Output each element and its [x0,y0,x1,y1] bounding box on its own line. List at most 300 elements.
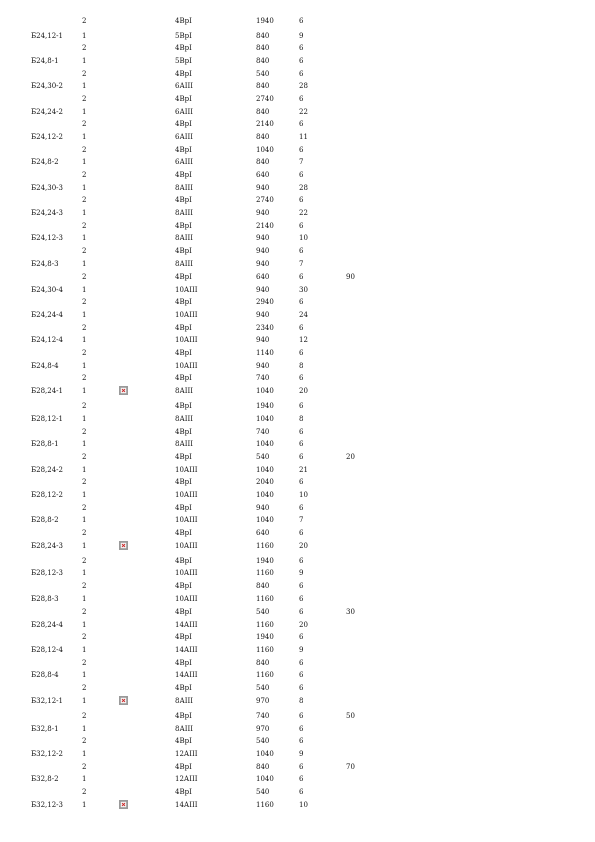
row-rebar-class: 4ВрI [175,349,192,357]
row-length: 540 [256,684,270,692]
table-row [0,710,595,722]
row-quantity: 6 [299,633,304,641]
row-quantity: 20 [299,621,308,629]
row-position: 2 [82,146,87,154]
row-quantity: 6 [299,737,304,745]
row-position: 2 [82,788,87,796]
table-row [0,451,595,463]
row-length: 940 [256,362,270,370]
table-row [0,761,595,773]
row-mark: Б32,8-1 [31,725,59,733]
row-mark: Б24,12-3 [31,234,64,242]
row-mark: Б32,12-1 [31,697,64,705]
row-position: 1 [82,311,87,319]
row-position: 1 [82,133,87,141]
row-length: 1040 [256,415,274,423]
row-length: 1140 [256,349,274,357]
row-length: 640 [256,529,270,537]
row-length: 2140 [256,120,274,128]
row-extra-value: 70 [346,763,355,771]
row-length: 840 [256,82,270,90]
table-row [0,207,595,219]
row-quantity: 6 [299,70,304,78]
row-quantity: 10 [299,491,308,499]
row-length: 1160 [256,801,274,809]
table-row [0,93,595,105]
row-length: 1940 [256,633,274,641]
row-position: 2 [82,298,87,306]
row-rebar-class: 4ВрI [175,95,192,103]
row-rebar-class: 8АIII [175,260,194,268]
row-position: 1 [82,234,87,242]
table-row [0,194,595,206]
row-quantity: 6 [299,440,304,448]
row-rebar-class: 4ВрI [175,763,192,771]
row-rebar-class: 8АIII [175,184,194,192]
row-quantity: 10 [299,801,308,809]
row-rebar-class: 4ВрI [175,478,192,486]
row-rebar-class: 8АIII [175,697,194,705]
row-position: 1 [82,184,87,192]
row-position: 1 [82,32,87,40]
row-extra-value: 30 [346,608,355,616]
row-length: 1040 [256,491,274,499]
row-quantity: 6 [299,196,304,204]
row-rebar-class: 4ВрI [175,557,192,565]
row-quantity: 8 [299,415,304,423]
row-position: 1 [82,725,87,733]
row-length: 640 [256,171,270,179]
table-row [0,567,595,579]
row-quantity: 6 [299,428,304,436]
table-row [0,322,595,334]
row-mark: Б24,12-1 [31,32,64,40]
row-length: 940 [256,504,270,512]
row-quantity: 6 [299,684,304,692]
row-quantity: 7 [299,158,304,166]
row-position: 1 [82,260,87,268]
table-row [0,284,595,296]
row-rebar-class: 10АIII [175,491,198,499]
table-row [0,682,595,694]
table-row [0,527,595,539]
row-rebar-class: 4ВрI [175,298,192,306]
row-rebar-class: 4ВрI [175,608,192,616]
table-row [0,271,595,283]
row-position: 1 [82,209,87,217]
row-rebar-class: 4ВрI [175,453,192,461]
row-quantity: 9 [299,646,304,654]
row-rebar-class: 4ВрI [175,324,192,332]
row-quantity: 6 [299,273,304,281]
row-quantity: 6 [299,595,304,603]
row-rebar-class: 6АIII [175,108,194,116]
row-quantity: 6 [299,763,304,771]
row-mark: Б28,8-2 [31,516,59,524]
row-quantity: 6 [299,44,304,52]
row-position: 1 [82,646,87,654]
row-position: 2 [82,222,87,230]
table-row [0,309,595,321]
row-position: 2 [82,582,87,590]
row-length: 1940 [256,402,274,410]
row-position: 1 [82,108,87,116]
row-length: 1160 [256,646,274,654]
row-length: 540 [256,70,270,78]
row-mark: Б24,8-1 [31,57,59,65]
row-quantity: 7 [299,516,304,524]
row-quantity: 22 [299,108,308,116]
row-rebar-class: 4ВрI [175,374,192,382]
row-position: 2 [82,659,87,667]
table-row [0,735,595,747]
row-mark: Б32,8-2 [31,775,59,783]
row-position: 2 [82,557,87,565]
row-length: 940 [256,234,270,242]
table-row [0,106,595,118]
row-position: 1 [82,491,87,499]
row-rebar-class: 4ВрI [175,196,192,204]
row-rebar-class: 10АIII [175,542,198,550]
row-rebar-class: 14АIII [175,621,198,629]
row-extra-value: 90 [346,273,355,281]
table-row [0,169,595,181]
table-row [0,360,595,372]
row-position: 2 [82,95,87,103]
table-row [0,55,595,67]
row-quantity: 6 [299,298,304,306]
row-length: 840 [256,659,270,667]
row-mark: Б28,8-1 [31,440,59,448]
row-length: 2740 [256,196,274,204]
row-length: 940 [256,311,270,319]
row-length: 540 [256,453,270,461]
row-quantity: 28 [299,82,308,90]
row-rebar-class: 4ВрI [175,582,192,590]
row-rebar-class: 4ВрI [175,659,192,667]
row-length: 1040 [256,750,274,758]
row-position: 2 [82,608,87,616]
row-length: 740 [256,374,270,382]
row-position: 1 [82,542,87,550]
row-length: 2340 [256,324,274,332]
row-mark: Б28,8-3 [31,595,59,603]
row-rebar-class: 12АIII [175,750,198,758]
table-row [0,15,595,27]
table-row [0,413,595,425]
table-row [0,502,595,514]
row-length: 1040 [256,466,274,474]
row-position: 2 [82,478,87,486]
row-quantity: 8 [299,362,304,370]
table-row [0,695,595,707]
row-quantity: 6 [299,171,304,179]
row-rebar-class: 4ВрI [175,70,192,78]
row-mark: Б24,30-3 [31,184,64,192]
row-quantity: 7 [299,260,304,268]
table-row [0,118,595,130]
row-quantity: 6 [299,402,304,410]
broken-image-icon [119,800,128,809]
row-rebar-class: 10АIII [175,516,198,524]
row-quantity: 30 [299,286,308,294]
row-position: 2 [82,374,87,382]
row-position: 1 [82,569,87,577]
row-rebar-class: 4ВрI [175,402,192,410]
row-position: 1 [82,466,87,474]
row-length: 640 [256,273,270,281]
row-quantity: 6 [299,120,304,128]
broken-image-icon [119,386,128,395]
row-quantity: 6 [299,247,304,255]
row-extra-value: 20 [346,453,355,461]
table-row [0,245,595,257]
row-quantity: 6 [299,95,304,103]
broken-image-icon [119,696,128,705]
row-rebar-class: 12АIII [175,775,198,783]
table-row [0,182,595,194]
row-rebar-class: 10АIII [175,336,198,344]
row-length: 840 [256,582,270,590]
row-length: 840 [256,57,270,65]
row-position: 2 [82,171,87,179]
row-length: 840 [256,32,270,40]
row-quantity: 6 [299,374,304,382]
table-row [0,334,595,346]
table-row [0,580,595,592]
row-mark: Б28,8-4 [31,671,59,679]
row-length: 970 [256,725,270,733]
row-position: 1 [82,158,87,166]
row-quantity: 10 [299,234,308,242]
row-length: 840 [256,763,270,771]
row-quantity: 6 [299,17,304,25]
row-length: 840 [256,108,270,116]
row-position: 2 [82,324,87,332]
table-row [0,400,595,412]
row-length: 840 [256,158,270,166]
row-position: 2 [82,428,87,436]
table-row [0,555,595,567]
row-mark: Б28,24-2 [31,466,64,474]
row-quantity: 6 [299,453,304,461]
row-rebar-class: 4ВрI [175,273,192,281]
row-rebar-class: 4ВрI [175,633,192,641]
row-length: 940 [256,336,270,344]
row-position: 1 [82,440,87,448]
row-position: 2 [82,633,87,641]
row-mark: Б28,12-3 [31,569,64,577]
row-position: 2 [82,529,87,537]
row-position: 1 [82,415,87,423]
row-position: 1 [82,286,87,294]
row-length: 940 [256,184,270,192]
table-row [0,799,595,811]
row-quantity: 22 [299,209,308,217]
row-quantity: 24 [299,311,308,319]
table-row [0,464,595,476]
table-row [0,773,595,785]
row-quantity: 6 [299,146,304,154]
table-row [0,232,595,244]
row-mark: Б32,12-2 [31,750,64,758]
row-rebar-class: 5ВрI [175,32,192,40]
table-row [0,606,595,618]
table-row [0,786,595,798]
row-quantity: 21 [299,466,308,474]
row-rebar-class: 10АIII [175,466,198,474]
row-mark: Б28,24-1 [31,387,64,395]
row-mark: Б24,30-4 [31,286,64,294]
row-rebar-class: 6АIII [175,133,194,141]
row-mark: Б24,24-4 [31,311,64,319]
row-length: 1940 [256,557,274,565]
row-rebar-class: 8АIII [175,234,194,242]
row-length: 2040 [256,478,274,486]
row-mark: Б28,12-1 [31,415,64,423]
row-rebar-class: 8АIII [175,725,194,733]
row-length: 2140 [256,222,274,230]
table-row [0,80,595,92]
row-mark: Б24,24-3 [31,209,64,217]
table-row [0,426,595,438]
row-rebar-class: 4ВрI [175,120,192,128]
row-length: 1160 [256,671,274,679]
row-position: 1 [82,57,87,65]
row-quantity: 28 [299,184,308,192]
row-quantity: 6 [299,478,304,486]
row-position: 1 [82,387,87,395]
table-row [0,748,595,760]
row-rebar-class: 10АIII [175,311,198,319]
row-quantity: 6 [299,349,304,357]
row-position: 2 [82,120,87,128]
table-row [0,438,595,450]
row-length: 1040 [256,387,274,395]
row-quantity: 12 [299,336,308,344]
row-position: 1 [82,336,87,344]
row-mark: Б24,30-2 [31,82,64,90]
row-position: 2 [82,712,87,720]
row-length: 1040 [256,775,274,783]
row-position: 1 [82,595,87,603]
row-rebar-class: 4ВрI [175,44,192,52]
row-quantity: 6 [299,788,304,796]
row-quantity: 20 [299,542,308,550]
row-quantity: 11 [299,133,308,141]
row-rebar-class: 4ВрI [175,712,192,720]
row-rebar-class: 4ВрI [175,146,192,154]
table-row [0,347,595,359]
row-rebar-class: 4ВрI [175,684,192,692]
row-quantity: 6 [299,582,304,590]
row-mark: Б24,24-2 [31,108,64,116]
row-position: 2 [82,402,87,410]
row-mark: Б24,12-2 [31,133,64,141]
row-position: 2 [82,453,87,461]
table-row [0,644,595,656]
row-length: 1160 [256,595,274,603]
row-rebar-class: 4ВрI [175,788,192,796]
row-mark: Б24,8-2 [31,158,59,166]
row-length: 840 [256,44,270,52]
row-position: 1 [82,82,87,90]
row-position: 1 [82,750,87,758]
row-position: 1 [82,516,87,524]
row-mark: Б32,12-3 [31,801,64,809]
row-rebar-class: 14АIII [175,671,198,679]
row-quantity: 6 [299,671,304,679]
row-quantity: 6 [299,222,304,230]
row-position: 1 [82,621,87,629]
row-quantity: 6 [299,529,304,537]
row-rebar-class: 4ВрI [175,504,192,512]
row-mark: Б28,12-2 [31,491,64,499]
row-length: 1160 [256,569,274,577]
row-rebar-class: 4ВрI [175,171,192,179]
broken-image-icon [119,541,128,550]
row-length: 540 [256,737,270,745]
row-rebar-class: 8АIII [175,415,194,423]
row-quantity: 8 [299,697,304,705]
row-position: 2 [82,763,87,771]
row-mark: Б24,12-4 [31,336,64,344]
row-length: 740 [256,712,270,720]
table-row [0,372,595,384]
row-mark: Б24,8-4 [31,362,59,370]
row-quantity: 9 [299,569,304,577]
table-row [0,220,595,232]
row-rebar-class: 4ВрI [175,17,192,25]
row-rebar-class: 8АIII [175,209,194,217]
row-position: 2 [82,70,87,78]
row-position: 2 [82,737,87,745]
row-rebar-class: 8АIII [175,387,194,395]
row-rebar-class: 5ВрI [175,57,192,65]
row-rebar-class: 14АIII [175,646,198,654]
row-quantity: 6 [299,324,304,332]
row-length: 1040 [256,440,274,448]
row-position: 1 [82,697,87,705]
row-quantity: 9 [299,32,304,40]
row-position: 2 [82,684,87,692]
row-position: 1 [82,801,87,809]
row-position: 2 [82,247,87,255]
table-row [0,489,595,501]
row-quantity: 6 [299,775,304,783]
row-length: 540 [256,788,270,796]
table-row [0,30,595,42]
row-quantity: 20 [299,387,308,395]
table-row [0,476,595,488]
row-rebar-class: 4ВрI [175,428,192,436]
table-row [0,258,595,270]
table-row [0,723,595,735]
table-row [0,619,595,631]
row-quantity: 6 [299,725,304,733]
row-position: 1 [82,775,87,783]
row-position: 2 [82,44,87,52]
row-position: 1 [82,671,87,679]
row-length: 1940 [256,17,274,25]
table-row [0,631,595,643]
row-length: 840 [256,133,270,141]
row-position: 2 [82,504,87,512]
table-row [0,669,595,681]
row-rebar-class: 6АIII [175,82,194,90]
row-rebar-class: 8АIII [175,440,194,448]
row-quantity: 6 [299,57,304,65]
